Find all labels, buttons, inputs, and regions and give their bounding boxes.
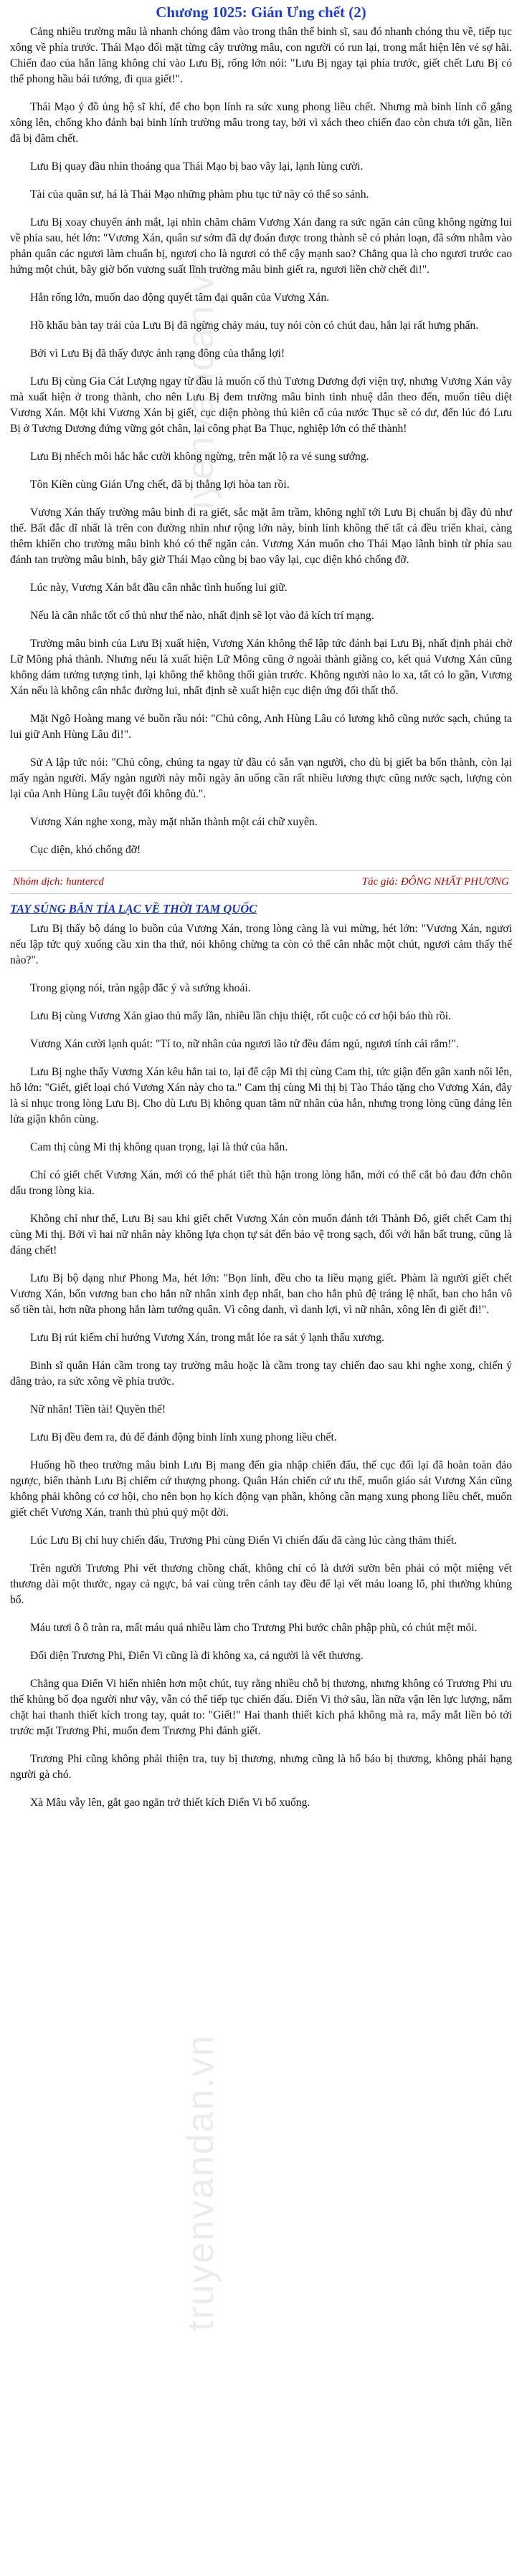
chapter-paragraph: Nữ nhân! Tiền tài! Quyền thế! [30,1403,166,1416]
chapter-paragraph: Lưu Bị nghe thấy Vương Xán kêu hắn tai to, lại để cập Mi thị cùng Cam thị, tức giận đến gân xanh nổi lên, hô lớn: "Giết, giết loại chó Vương Xán này cho ta." Cam thị cùng Mi thị bị Tào Tháo tặng cho Vương Xán, đây là sỉ nhục trong lòng Lưu Bị. Cho dù Lưu Bị không quan tâm nữ nhân của hắn, nhưng trong lòng cũng đáng lên lửa giận khôn cùng. [10,1066,512,1125]
author-credit [362,876,509,888]
chapter-paragraph: Chỉ có giết chết Vương Xán, mới có thể phát tiết thù hận trong lòng hắn, mới có thể cắt bỏ đau đớn chôn dấu trong lòng kia. [10,1169,512,1197]
chapter-paragraph: Lưu Bị cùng Gia Cát Lượng ngay từ đầu là muốn cố thủ Tương Dương đợi viện trợ, nhưng Vương Xán vây mà xuất hiện ở trong thành, cho nên Lưu Bị đem trường mâu binh tinh nhuệ dẫn theo đến, muốn tiêu diệt Vương Xán. Một khi Vương Xán bị giết, cục diện phòng thủ kiên cố của nước Thục sẽ có dư, đến lúc đó Lưu Bị ở Tương Dương đứng vững gót chân, lại công phạt Ba Thục, nghiệp lớn có thể thành! [10,375,512,435]
chapter-paragraph: Hồ khẩu bàn tay trái của Lưu Bị đã ngừng chảy máu, tuy nói còn có chút đau, hắn lại rất hưng phấn. [30,319,479,332]
next-section-body [10,921,512,1811]
chapter-paragraph: Lưu Bị xoay chuyển ánh mắt, lại nhìn chăm chăm Vương Xán đang ra sức ngăn cản cũng không ngừng lui về phía sau, hét lớn: "Vương Xán, quân sư sớm đã dự đoán được trong thành sẽ có phản loạn, đã sớm nhằm vào phản quân các ngươi làm chuẩn bị, ngươi cho là ngươi có thể cậy mạnh sao? Chẳng qua là cho ngươi trước cao hứng một chút, bây giờ bốn vương suất lĩnh trường mâu binh giết ra, ngươi liền chờ chết đi!". [10,216,512,276]
author-name[interactable]: ĐÔNG NHẤT PHƯƠNG [400,876,509,888]
chapter-paragraph: Xà Mâu vẫy lên, gắt gao ngăn trở thiết kích Điển Vi bổ xuống. [30,1797,310,1809]
chapter-paragraph: Mặt Ngô Hoàng mang vẻ buồn rầu nói: "Chủ công, Anh Hùng Lâu có lương khô cũng nước sạch, chúng ta lui giữ Anh Hùng Lâu đi!". [10,713,512,741]
chapter-paragraph: Máu tươi ô ô tràn ra, mất máu quá nhiều làm cho Trương Phi bước chân phập phù, có chút mệt mỏi. [30,1622,478,1634]
translator-name[interactable]: huntercd [66,876,104,888]
chapter-paragraph: Lưu Bị cùng Vương Xán giao thủ mấy lần, nhiều lần chịu thiệt, rốt cuộc có cơ hội báo thù rồi. [30,1010,451,1022]
translator-label: Nhóm dịch: [13,876,64,888]
credit-bar [10,870,512,894]
chapter-paragraph: Lưu Bị nhếch môi hắc hắc cười không ngừng, trên mặt lộ ra vẻ sung sướng. [30,451,369,463]
chapter-paragraph: Trong giọng nói, tràn ngập đắc ý và sướng khoái. [30,982,251,994]
chapter-paragraph: Chẳng qua Điển Vi hiển nhiên hơn một chút, tuy rằng nhiều chỗ bị thương, nhưng không có Trương Phi ưu thế khủng bố đọa người như vậy, vẫn có thể tiếp tục chiến đấu. Điển Vi thở sâu, lần nữa vận lên lực lượng, nắm chặt hai thanh thiết kích trong tay, quát to: "Giết!" Hai thanh thiết kích phá không mà ra, mấy mắt liền bỏ tới trước mặt Trương Phi, muốn đem Trương Phi đánh giết. [10,1678,512,1737]
chapter-paragraph: Cam thị cùng Mi thị không quan trọng, lại là thứ của hắn. [30,1141,288,1153]
chapter-paragraph: Lưu Bị rút kiếm chỉ hướng Vương Xán, trong mắt lóe ra sát ý lạnh thấu xương. [30,1332,384,1344]
chapter-title: Chương 1025: Gián Ưng chết (2) [156,4,366,21]
chapter-paragraph: Binh sĩ quân Hán cầm trong tay trường mâu hoặc là cầm trong tay chiến đao sau khi nghe xong, chiến ý dâng trào, ra sức xông về phía trước. [10,1360,512,1388]
chapter-paragraph: Vương Xán nghe xong, mày mặt nhăn thành một cái chữ xuyên. [30,816,318,828]
chapter-paragraph: Thái Mạo ý đồ ủng hộ sĩ khí, để cho bọn lính ra sức xung phong liều chết. Nhưng mà binh lính cố gắng xông lên, chống kho đánh bại binh lính trường mâu trong tay, bởi vì xách theo chiến đao còn chưa tới gần, liền đã bị đâm chết. [10,101,512,145]
chapter-paragraph: Lưu Bị đều đem ra, đủ để đánh động binh lính xung phong liều chết. [30,1431,337,1443]
author-label: Tác giả: [361,876,399,888]
chapter-body [10,24,512,858]
chapter-paragraph: Nếu là cân nhắc tốt cố thủ như thế nào, nhất định sẽ lọt vào đả kích trí mạng. [30,610,374,622]
chapter-paragraph: Lưu Bị quay đầu nhìn thoáng qua Thái Mạo bị bao vây lại, lạnh lùng cười. [30,160,364,173]
chapter-paragraph: Lúc này, Vương Xán bắt đầu cân nhắc tình huống lui giữ. [30,582,288,594]
reader-page [0,3,522,2576]
chapter-paragraph: Trương Phi cũng không phải thiện tra, tuy bị thương, nhưng cũng là hổ báo bị thương, không phải hạng người gà chó. [10,1753,512,1781]
chapter-paragraph: Bởi vì Lưu Bị đã thấy được ánh rạng đông của thắng lợi! [30,347,285,360]
chapter-paragraph: Cảng nhiều trường mâu là nhanh chóng đâm vào trong thân thể binh sĩ, sau đó nhanh chóng thu về, tiếp tục xông về phía trước. Thái Mạo đối mặt từng cây trường mâu, con người có run lại, trong mắt hiện lên vẻ sợ hãi. Chiến đao của hắn lăng không chỉ vào Lưu Bị, rống lớn nói: "Lưu Bị ngay tại phía trước, giết chết Lưu Bị có thể phong hầu bái tướng, đi qua giết!". [10,26,512,85]
chapter-paragraph: Lưu Bị thấy bộ dáng lo buồn của Vương Xán, trong lòng càng là vui mừng, hét lớn: "Vương Xán, ngươi nếu lập tức quỳ xuống cầu xin tha thứ, nói không chừng ta còn có thể cân nhắc một chút, ngươi cảm thấy thế nào?". [10,923,512,966]
chapter-paragraph: Tài của quân sư, há là Thái Mạo những phàm phu tục tử này có thể so sánh. [30,188,369,201]
chapter-paragraph: Không chỉ như thế, Lưu Bị sau khi giết chết Vương Xán còn muốn đánh tới Thành Đô, giết chết Cam thị cùng Mi thị. Bởi vì hai nữ nhân này không lựa chọn tự sát đến bảo vệ trong sạch, đối với hắn bất trung, cũng là đáng chết! [10,1213,512,1256]
novel-title-link[interactable]: TAY SÚNG BẮN TỈA LẠC VỀ THỜI TAM QUỐC [10,902,257,915]
chapter-paragraph: Trường mâu binh của Lưu Bị xuất hiện, Vương Xán không thể lập tức đánh bại Lưu Bị, nhất định phải chờ Lữ Mông phá thành. Nhưng nếu là xuất hiện Lữ Mông cũng ở ngoài thành giằng co, kết quả Vương Xán cũng không dám tưởng tượng tình, lại không thể không thối giàn trước. Không người nào lo xa, tất có lo gần, Vương Xán nếu là không cân nhắc đường lui, nhất định sẽ xuất hiện cục diện ứng đối thất thố. [10,638,512,697]
chapter-paragraph: Huống hồ theo trường mâu binh Lưu Bị mang đến gia nhập chiến đấu, thế cục đối lại đã hoàn toàn đảo ngược, biến thành Lưu Bị chiếm cứ thượng phong. Quân Hán chiến cứ ưu thế, muốn giáo sát Vương Xán cũng không phải không có cơ hội, cho nên bọn họ kích động vạn phần, không cần mạng xung phong liều chết, muốn giết chết Vương Xán, tranh thủ phú quý một đời. [10,1459,512,1519]
chapter-paragraph: Hắn rống lớn, muốn dao động quyết tâm đại quân của Vương Xán. [30,292,330,304]
chapter-paragraph: Lúc Lưu Bị chỉ huy chiến đấu, Trương Phi cùng Điển Vi chiến đấu đã càng lúc càng thảm thiết. [30,1534,457,1547]
watermark-top: truyenvandan.vn [180,250,222,547]
watermark-bottom: truyenvandan.vn [180,2034,222,2331]
chapter-paragraph: Sử A lập tức nói: "Chủ công, chúng ta ngay từ đầu có sắn vạn người, cho dù bị giết ba bốn thành, còn lại mấy ngàn người. Mấy ngàn người này mỗi ngày ăn uống cần rất nhiều lương thực cũng nước sạch, lượng còn lại của Anh Hùng Lâu tuyệt đối không đủ.". [10,756,512,800]
chapter-paragraph: Trên người Trương Phi vết thương chồng chất, không chỉ có là dưới sườn bên phải có một miệng vết thương dài một thước, ngay cả ngực, bả vai cùng trên cánh tay đều để lại vết máu loang lổ, phi thường khủng bố. [10,1562,512,1606]
chapter-paragraph: Đối diện Trương Phi, Điển Vi cũng là đi không xa, cả người là vết thương. [30,1650,364,1662]
chapter-paragraph: Lưu Bị bộ dạng như Phong Ma, hét lớn: "Bọn lính, đều cho ta liều mạng giết. Phàm là người giết chết Vương Xán, bốn vương ban cho hắn nữ nhân xinh đẹp nhất, ban cho hắn phủ đệ tráng lệ nhất, ban cho hắn vô số tiền tài, hơn nữa phong hắn làm tướng quân. Vì công danh, vì danh lợi, vì nữ nhân, xông lên đi giết đi!". [10,1272,512,1316]
chapter-paragraph: Vương Xán cười lạnh quát: "Tí to, nữ nhân của ngươi lão tử đều đám ngủ, ngươi tính cái rắm!". [30,1038,459,1050]
chapter-paragraph: Vương Xán thấy trường mâu binh đi ra giết, sắc mặt âm trầm, không nghĩ tới Lưu Bị chuẩn bị đầy đủ như thế. Bất đắc dĩ nhất là trên con đường nhìn như rộng lớn này, binh lính không thể tất cả đều triển khai, càng thêm khiến cho trường mâu binh khó có thể ngăn cản. Vương Xán muốn cho Thái Mạo lãnh binh từ phía sau đánh tan trường mâu binh, bây giờ Thái Mạo cũng bị bao vây lại, cục diện khó chống đỡ. [10,506,512,566]
translator-credit [13,876,104,888]
chapter-paragraph: Tôn Kiền cùng Gián Ưng chết, đã bị thắng lợi hòa tan rồi. [30,479,290,491]
chapter-paragraph: Cục diện, khó chống đỡ! [30,844,141,856]
